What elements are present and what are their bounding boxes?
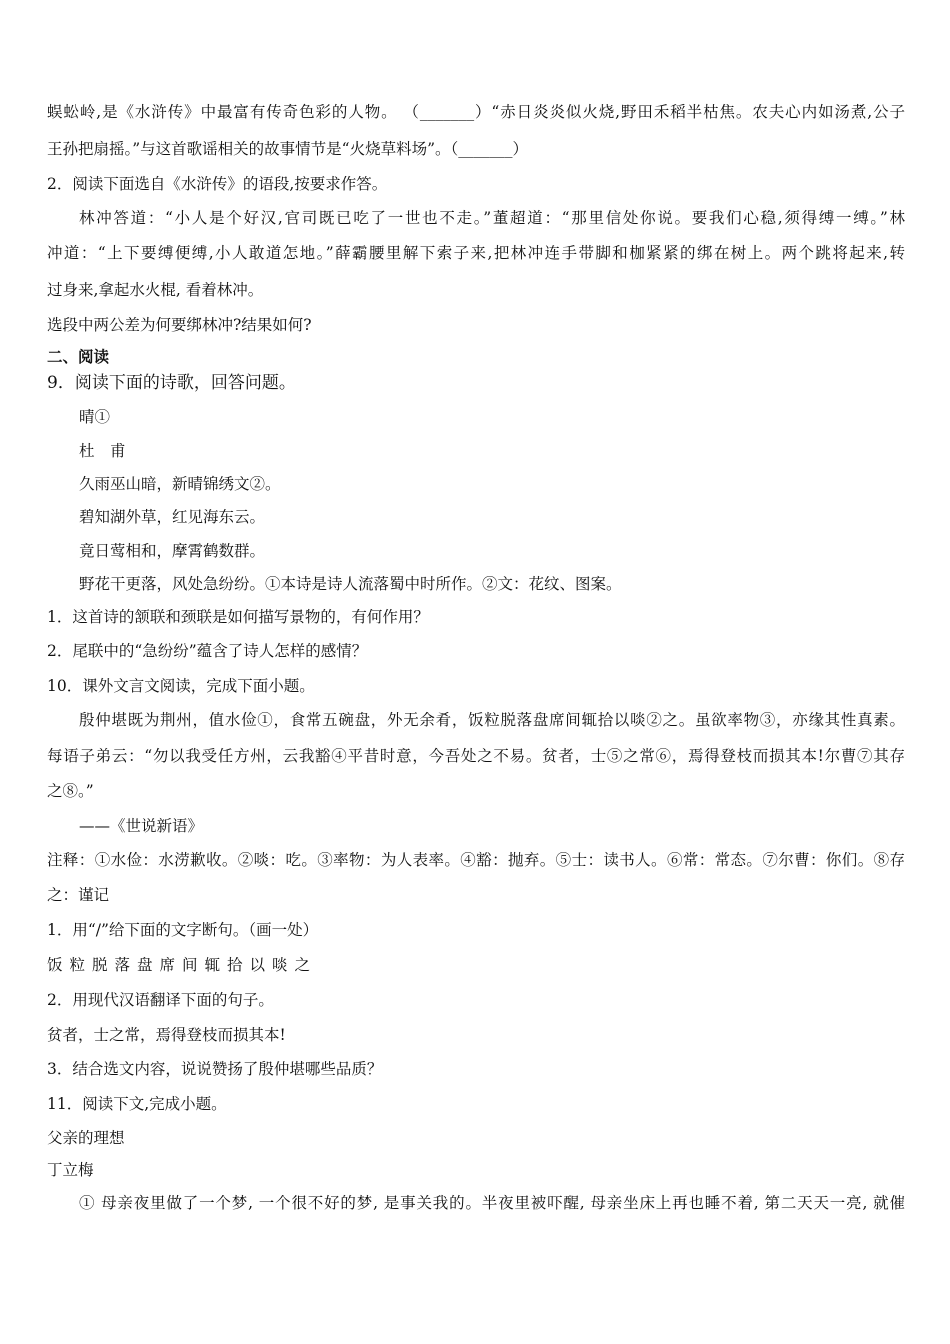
question-10-2: 2．用现代汉语翻译下面的句子。	[47, 991, 274, 1009]
article-title: 父亲的理想	[47, 1129, 125, 1147]
question-9: 9．阅读下面的诗歌，回答问题。	[47, 373, 296, 393]
question-10-1: 1．用“/”给下面的文字断句。（画一处）	[47, 921, 319, 939]
annotation-line: 注释：①水俭：水涝歉收。②啖：吃。③率物：为人表率。④豁：抛弃。⑤士：读书人。⑥常：常态。⑦尔曹：你们。⑧存	[47, 851, 905, 869]
question-10-3: 3．结合选文内容，说说赞扬了殷仲堪哪些品质？	[47, 1060, 383, 1078]
poem-line: 久雨巫山暗，新晴锦绣文②。	[79, 475, 281, 493]
question-9-1: 1．这首诗的颔联和颈联是如何描写景物的，有何作用？	[47, 608, 429, 626]
article-paragraph: ① 母亲夜里做了一个梦, 一个很不好的梦, 是事关我的。半夜里被吓醒, 母亲坐床上再也睡不着, 第二天天一亮, 就催	[79, 1194, 905, 1212]
annotation-line: 之：谨记	[47, 886, 110, 904]
source-citation: ——《世说新语》	[79, 817, 204, 835]
classical-text-line: 之⑧。”	[47, 782, 94, 800]
question-2: 2．阅读下面选自《水浒传》的语段,按要求作答。	[47, 175, 388, 193]
poem-author: 杜 甫	[79, 442, 126, 460]
passage-line: 冲道：“上下要缚便缚,小人敢道怎地。”薛霸腰里解下索子来,把林冲连手带脚和枷紧紧的绑在树上。两个跳将起来,转	[47, 244, 905, 262]
question-10: 10．课外文言文阅读，完成下面小题。	[47, 677, 315, 695]
poem-line: 竟日莺相和，摩霄鹤数群。	[79, 542, 266, 560]
article-author: 丁立梅	[47, 1161, 94, 1179]
text-line: 王孙把扇摇。”与这首歌谣相关的故事情节是“火烧草料场”。（_______）	[47, 140, 529, 158]
passage-line: 林冲答道：“小人是个好汉,官司既已吃了一世也不走。”董超道：“那里信处你说。要我们心稳,须得缚一缚。”林	[79, 209, 905, 227]
classical-text-line: 每语子弟云：“勿以我受任方州，云我豁④平昔时意，今吾处之不易。贫者，士⑤之常⑥，焉得登枝而损其本!尔曹⑦其存	[47, 747, 905, 765]
sentence-to-punctuate: 饭粒脱落盘席间辄拾以啖之	[47, 956, 318, 974]
question-9-2: 2．尾联中的“急纷纷”蕴含了诗人怎样的感情？	[47, 642, 368, 660]
question-11: 11．阅读下文,完成小题。	[47, 1095, 227, 1113]
question-text: 选段中两公差为何要绑林冲?结果如何?	[47, 316, 312, 334]
classical-text-line: 殷仲堪既为荆州，值水俭①，食常五碗盘，外无余肴，饭粒脱落盘席间辄拾以啖②之。虽欲率物③，亦缘其性真素。	[79, 711, 905, 729]
poem-line: 碧知湖外草，红见海东云。	[79, 508, 266, 526]
poem-line: 野花干更落，风处急纷纷。①本诗是诗人流落蜀中时所作。②文：花纹、图案。	[79, 575, 622, 593]
text-line: 蜈蚣岭,是《水浒传》中最富有传奇色彩的人物。 （_______）“赤日炎炎似火烧,野田禾稻半枯焦。农夫心内如汤煮,公子	[47, 103, 905, 121]
poem-title: 晴①	[79, 408, 111, 426]
sentence-to-translate: 贫者，士之常，焉得登枝而损其本!	[47, 1026, 286, 1044]
passage-line: 过身来,拿起水火棍, 看着林冲。	[47, 281, 264, 299]
section-heading: 二、阅读	[47, 349, 110, 366]
